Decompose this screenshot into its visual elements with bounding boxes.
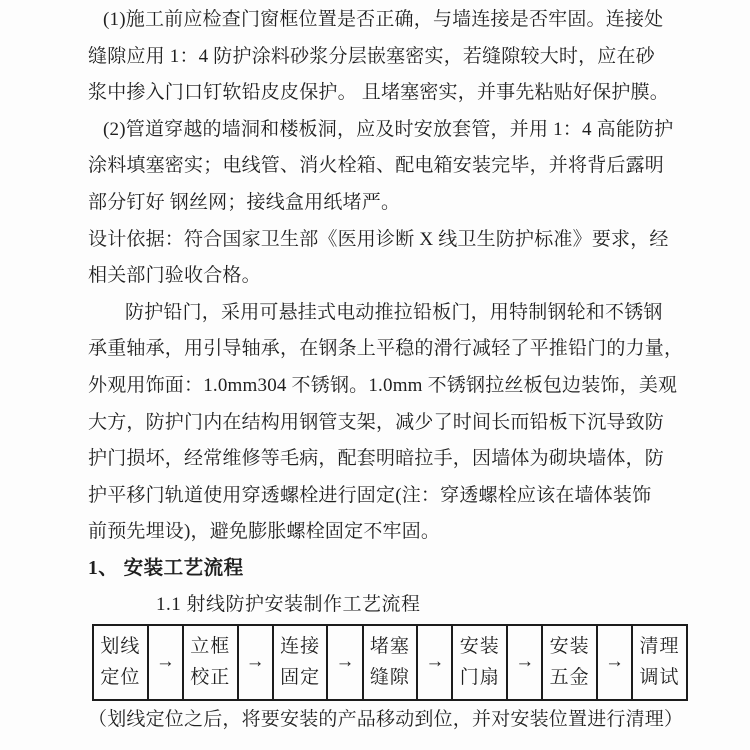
- paragraph-line: 大方，防护门内在结构用钢管支架，减少了时间长而铅板下沉导致防: [88, 411, 665, 433]
- flow-step-label: 五金: [549, 667, 590, 689]
- paragraph-line: 部分钉好 钢丝网；接线盒用纸堵严。: [88, 191, 401, 213]
- arrow-right-icon: →: [605, 651, 625, 673]
- paragraph-line: 设计依据：符合国家卫生部《医用诊断 X 线卫生防护标准》要求，经: [88, 228, 669, 250]
- flow-step-label: 堵塞: [369, 636, 410, 658]
- flow-step-label: 缝隙: [369, 667, 410, 689]
- flow-step-cell: [93, 625, 148, 700]
- flow-step-label: 固定: [280, 667, 321, 689]
- flow-step-cell: [183, 625, 238, 700]
- paragraph-line: (1)施工前应检查门窗框位置是否正确，与墙连接是否牢固。连接处: [103, 9, 664, 30]
- paragraph-line: 护平移门轨道使用穿透螺栓进行固定(注：穿透螺栓应该在墙体装饰: [88, 484, 652, 506]
- paragraph-line: 浆中掺入门口钉软铅皮皮保护。 且堵塞密实，并事先粘贴好保护膜。: [88, 82, 669, 104]
- document-body: [88, 2, 688, 737]
- flow-step-label: 立框: [190, 636, 231, 658]
- paragraph-line: 防护铅门，采用可悬挂式电动推拉铅板门，用特制钢轮和不锈钢: [125, 301, 663, 323]
- paragraph-line: 承重轴承，用引导轴承，在钢条上平稳的滑行减轻了平推铅门的力量，: [88, 338, 684, 360]
- arrow-right-icon: →: [515, 651, 535, 673]
- arrow-right-icon: →: [245, 651, 265, 673]
- paragraph-line: 相关部门验收合格。: [88, 265, 261, 287]
- arrow-right-icon: →: [425, 651, 445, 673]
- flow-step-label: 划线: [100, 636, 141, 658]
- flow-arrow-cell: [327, 625, 362, 700]
- paragraph-line: 护门损坏，经常维修等毛病，配套明暗拉手，因墙体为砌块墙体，防: [88, 448, 665, 470]
- flow-step-label: 门扇: [459, 667, 500, 689]
- flow-arrow-cell: [417, 625, 452, 700]
- flow-step-label: 安装: [549, 636, 590, 658]
- section-heading: 1、 安装工艺流程: [88, 557, 244, 579]
- arrow-right-icon: →: [155, 651, 175, 673]
- flow-arrow-cell: [148, 625, 183, 700]
- flow-arrow-cell: [597, 625, 632, 700]
- flow-step-label: 校正: [190, 667, 231, 689]
- flow-step-cell: [632, 625, 687, 700]
- flow-step-cell: [273, 625, 328, 700]
- flow-step-cell: [363, 625, 418, 700]
- paragraph-line: (2)管道穿越的墙洞和楼板洞，应及时安放套管，并用 1：4 高能防护: [103, 118, 674, 140]
- flow-arrow-cell: [238, 625, 273, 700]
- flow-step-label: 调试: [639, 667, 680, 689]
- paragraph-line: 外观用饰面：1.0mm304 不锈钢。1.0mm 不锈钢拉丝板包边装饰，美观: [88, 374, 678, 396]
- flow-step-label: 定位: [100, 667, 141, 689]
- flow-step-cell: [542, 625, 597, 700]
- paragraph-line: 前预先埋设)，避免膨胀螺栓固定不牢固。: [88, 521, 441, 543]
- flow-arrow-cell: [507, 625, 542, 700]
- flow-step-label: 安装: [459, 636, 500, 658]
- paragraph-line: 缝隙应用 1：4 防护涂料砂浆分层嵌塞密实，若缝隙较大时，应在砂: [88, 45, 655, 67]
- flow-step-cell: [452, 625, 507, 700]
- flow-step-label: 连接: [280, 636, 321, 658]
- arrow-right-icon: →: [335, 651, 355, 673]
- flowchart-subheading: 1.1 射线防护安装制作工艺流程: [156, 593, 421, 615]
- flowchart-footnote: （划线定位之后，将要安装的产品移动到位，并对安装位置进行清理）: [88, 708, 684, 730]
- flowchart-table: [92, 624, 688, 701]
- flow-step-label: 清理: [639, 636, 680, 658]
- flowchart-row: [93, 625, 687, 700]
- paragraph-line: 涂料填塞密实；电线管、消火栓箱、配电箱安装完毕，并将背后露明: [88, 155, 665, 177]
